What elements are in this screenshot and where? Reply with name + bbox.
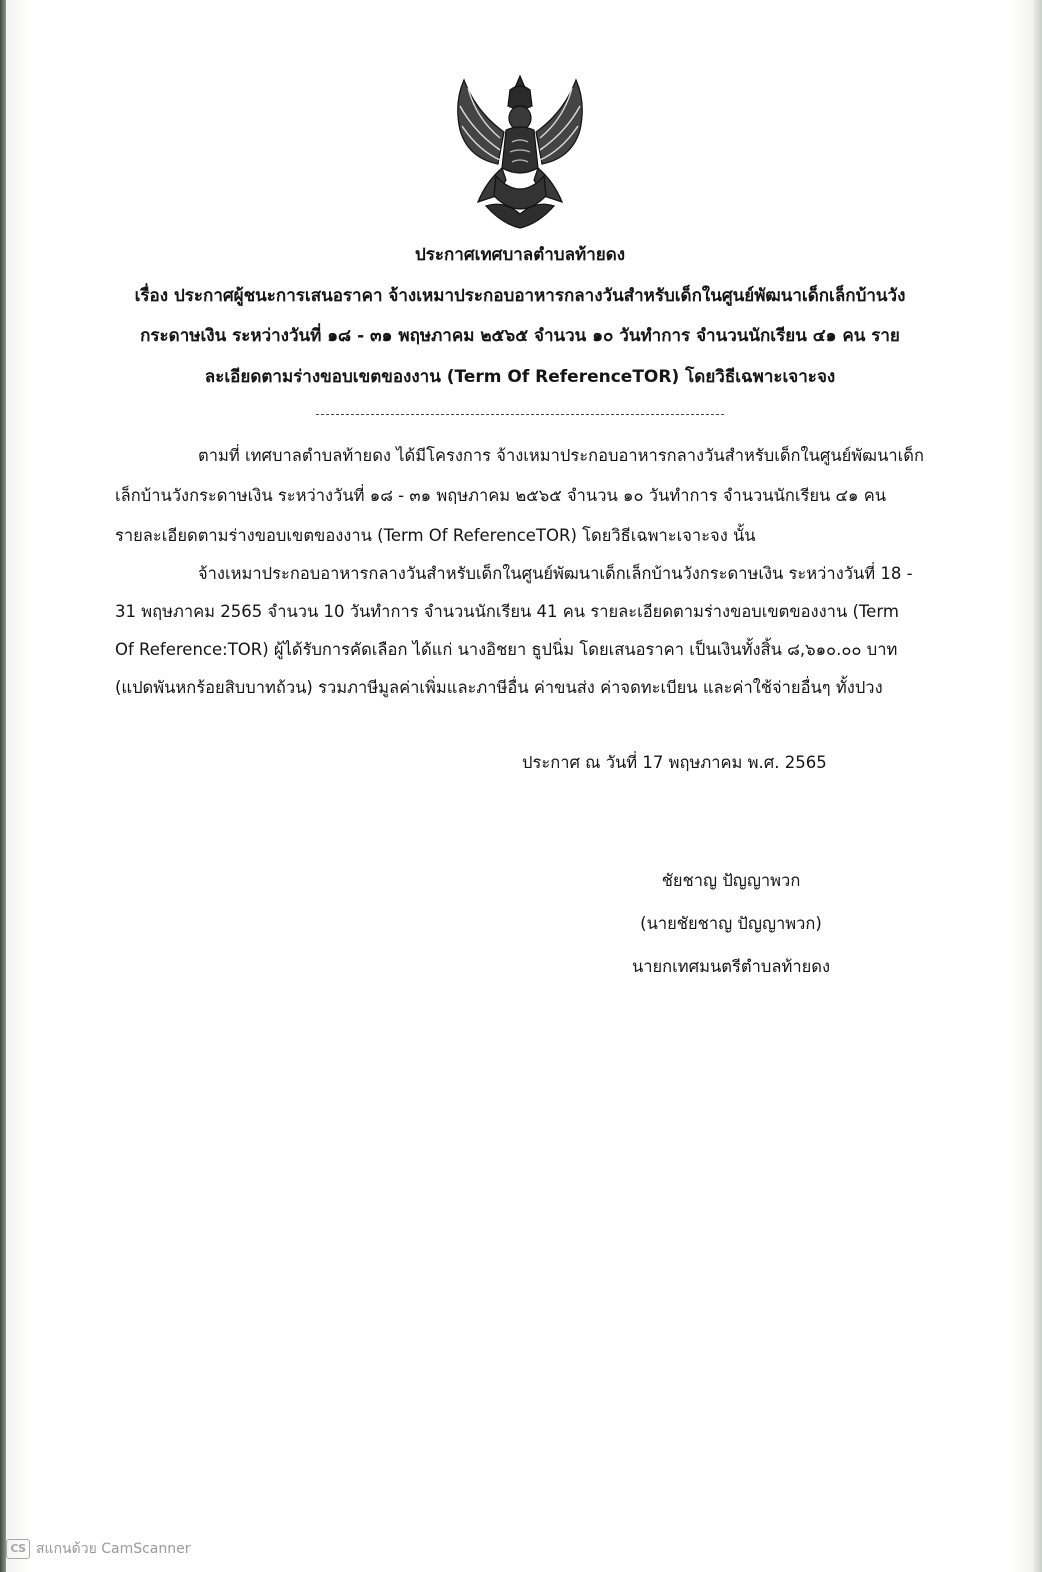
paragraph2-line-2: 31 พฤษภาคม 2565 จำนวน 10 วันทำการ จำนวนนักเรียน 41 คน รายละเอียดตามร่างขอบเขตของงาน (Term (115, 602, 899, 621)
camscanner-text: สแกนด้วย CamScanner (36, 1541, 191, 1557)
announcement-title: ประกาศเทศบาลตำบลท้ายดง (414, 245, 626, 265)
subject-line-3: ละเอียดตามร่างขอบเขตของงาน (Term Of ReferenceTOR) โดยวิธีเฉพาะเจาะจง (204, 367, 836, 387)
divider (316, 414, 724, 415)
scan-right-edge (1034, 0, 1042, 1572)
subject-line-2: กระดาษเงิน ระหว่างวันที่ ๑๘ - ๓๑ พฤษภาคม ๒๕๖๕ จำนวน ๑๐ วันทำการ จำนวนนักเรียน ๔๑ คน ราย (140, 326, 900, 346)
announcement-date: ประกาศ ณ วันที่ 17 พฤษภาคม พ.ศ. 2565 (522, 753, 827, 772)
paragraph2-line-4: (แปดพันหกร้อยสิบบาทถ้วน) รวมภาษีมูลค่าเพิ่มและภาษีอื่น ค่าขนส่ง ค่าจดทะเบียน และค่าใช้จ่ายอื่นๆ ทั้งปวง (115, 678, 883, 697)
paragraph2-line-1: จ้างเหมาประกอบอาหารกลางวันสำหรับเด็กในศูนย์พัฒนาเด็กเล็กบ้านวังกระดาษเงิน ระหว่างวันที่ 18 - (198, 564, 913, 583)
paragraph1-line-1: ตามที่ เทศบาลตำบลท้ายดง ได้มีโครงการ จ้างเหมาประกอบอาหารกลางวันสำหรับเด็กในศูนย์พัฒนาเด็ก (198, 446, 924, 465)
emblem-left-wing (458, 80, 504, 164)
paragraph2-line-3: Of Reference:TOR) ผู้ได้รับการคัดเลือก ได้แก่ นางอิชยา ธูปนิ่ม โดยเสนอราคา เป็นเงินทั้งสิ้น ๘,๖๑๐.๐๐ บาท (115, 640, 898, 659)
paragraph1-line-2: เล็กบ้านวังกระดาษเงิน ระหว่างวันที่ ๑๘ - ๓๑ พฤษภาคม ๒๕๖๕ จำนวน ๑๐ วันทำการ จำนวนนักเรียน ๔๑ คน (115, 486, 887, 505)
signer-position: นายกเทศมนตรีตำบลท้ายดง (631, 957, 831, 976)
signed-name: ชัยชาญ ปัญญาพวก (661, 871, 801, 890)
camscanner-watermark (6, 1538, 191, 1560)
printed-name: (นายชัยชาญ ปัญญาพวก) (640, 914, 822, 933)
paragraph1-line-3: รายละเอียดตามร่างขอบเขตของงาน (Term Of ReferenceTOR) โดยวิธีเฉพาะเจาะจง นั้น (115, 526, 756, 545)
scan-left-edge (0, 0, 6, 1572)
subject-line-1: เรื่อง ประกาศผู้ชนะการเสนอราคา จ้างเหมาประกอบอาหารกลางวันสำหรับเด็กในศูนย์พัฒนาเด็กเล็กบ้านวัง (134, 286, 906, 306)
emblem-right-wing (536, 80, 582, 164)
garuda-emblem (446, 72, 594, 232)
camscanner-logo-icon: CS (6, 1539, 30, 1559)
